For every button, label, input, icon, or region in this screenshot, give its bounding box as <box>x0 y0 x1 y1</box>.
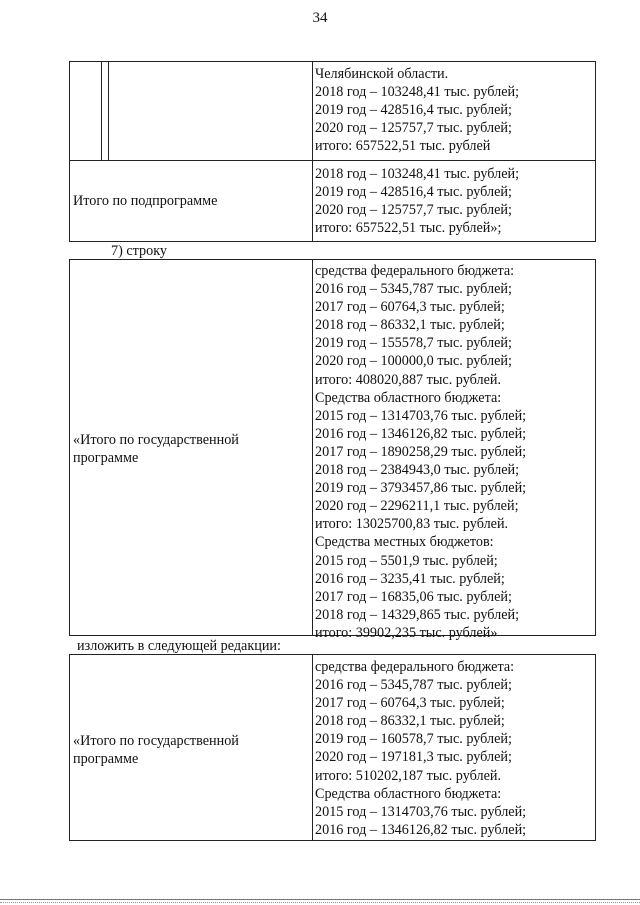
table-subprogram <box>69 61 596 242</box>
scan-bottom-edge <box>0 899 640 900</box>
table1-divider-c <box>312 62 313 241</box>
table1-row-separator <box>70 160 595 161</box>
table1-divider-b <box>108 62 109 160</box>
table-state-program-new <box>69 654 596 841</box>
replace-instruction-text: изложить в следующей редакции: <box>77 638 281 654</box>
table2-label: «Итого по государственной программе <box>73 432 239 466</box>
table-state-program-old <box>69 259 596 641</box>
item-7-text: 7) строку <box>111 243 168 259</box>
table3-divider <box>312 655 313 840</box>
table3-label: «Итого по государственной программе <box>73 733 239 767</box>
page-number: 34 <box>312 10 328 26</box>
scan-bottom-edge-dotted <box>0 902 640 903</box>
table2-divider <box>312 260 313 635</box>
table1-row2-label: Итого по подпрограмме <box>73 193 218 209</box>
table2-text: средства федерального бюджета: 2016 год – 5345,787 тыс. рублей; 2017 год – 60764,3 тыс. рублей; 2018 год – 86332,1 тыс. рублей; 2019 год – 155578,7 тыс. рублей; 2020 год – 100000,0 тыс. рублей; итого: 408020,887 тыс. рублей. Средства областного бюджета: 2015 год – 1314703,76 тыс. рублей; 2016 год – 1346126,82 тыс. рублей; 2017 год – 1890258,29 тыс. рублей; 2018 год – 2384943,0 тыс. рублей; 2019 год – 3793457,86 тыс. рублей; 2020 год – 2296211,1 тыс. рублей; итого: 13025700,83 тыс. рублей. Средства местных бюджетов: 2015 год – 5501,9 тыс. рублей; 2016 год – 3235,41 тыс. рублей; 2017 год – 16835,06 тыс. рублей; 2018 год – 14329,865 тыс. рублей; итого: 39902,235 тыс. рублей» <box>315 263 527 641</box>
table3-text: средства федерального бюджета: 2016 год – 5345,787 тыс. рублей; 2017 год – 60764,3 тыс. рублей; 2018 год – 86332,1 тыс. рублей; 2019 год – 160578,7 тыс. рублей; 2020 год – 197181,3 тыс. рублей; итого: 510202,187 тыс. рублей. Средства областного бюджета: 2015 год – 1314703,76 тыс. рублей; 2016 год – 1346126,82 тыс. рублей; <box>315 659 527 838</box>
table1-row1-text: Челябинской области. 2018 год – 103248,41 тыс. рублей; 2019 год – 428516,4 тыс. рублей; 2020 год – 125757,7 тыс. рублей; итого: 657522,51 тыс. рублей <box>315 66 520 155</box>
table1-divider-a <box>101 62 102 160</box>
table1-row2-text: 2018 год – 103248,41 тыс. рублей; 2019 год – 428516,4 тыс. рублей; 2020 год – 125757,7 тыс. рублей; итого: 657522,51 тыс. рублей»; <box>315 166 520 237</box>
